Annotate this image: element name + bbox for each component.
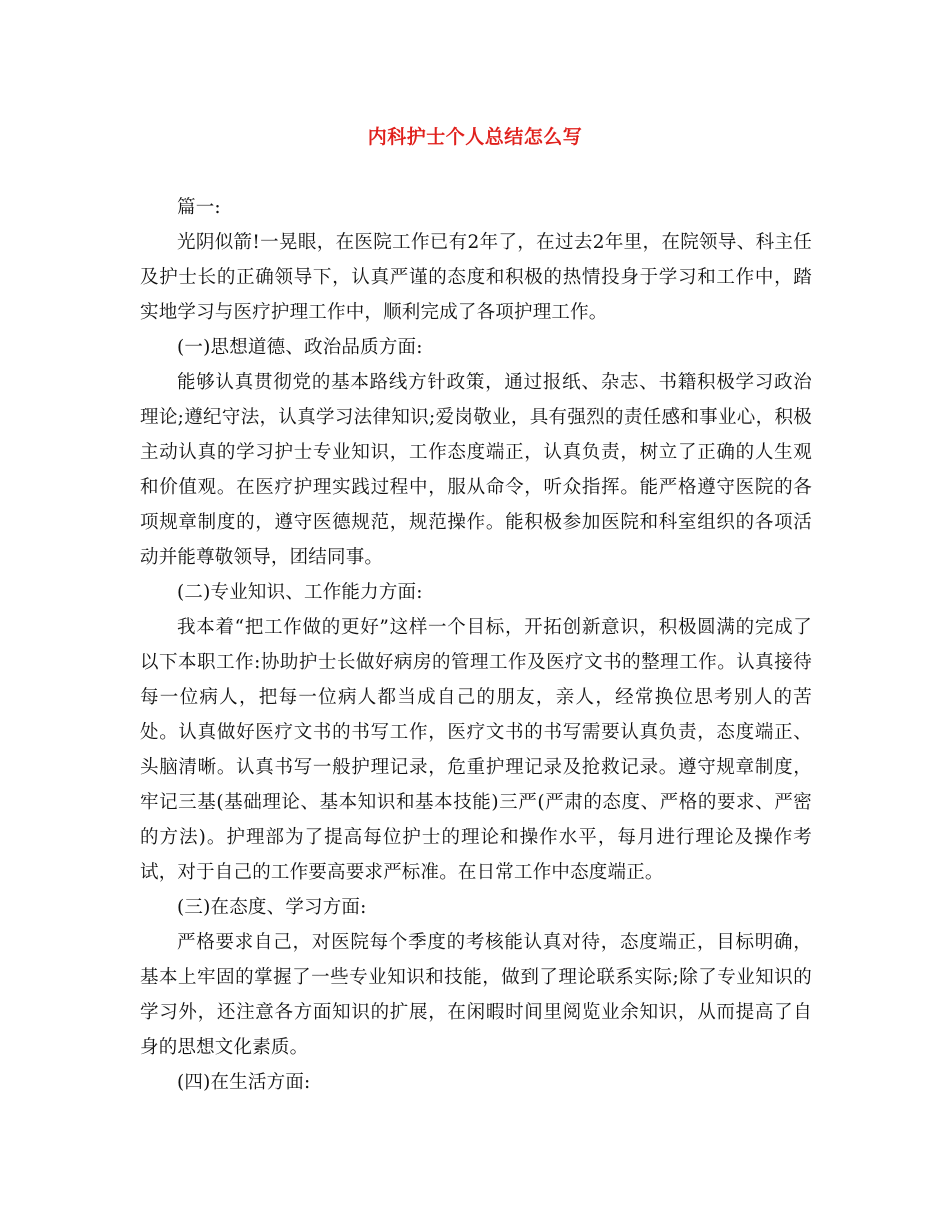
body-paragraph: 能够认真贯彻党的基本路线方针政策，通过报纸、杂志、书籍积极学习政治理论;遵纪守法，认真学习法律知识;爱岗敬业，具有强烈的责任感和事业心，积极主动认真的学习护士专业知识，工作态度端正，认真负责，树立了正确的人生观和价值观。在医疗护理实践过程中，服从命令，听众指挥。能严格遵守医院的各项规章制度的，遵守医德规范，规范操作。能积极参加医院和科室组织的各项活动并能尊敬领导，团结同事。 [140, 372, 812, 568]
section-label: 篇一: [177, 197, 221, 218]
section-heading: (二)专业知识、工作能力方面: [177, 582, 423, 603]
body-paragraph: 严格要求自己，对医院每个季度的考核能认真对待，态度端正，目标明确，基本上牢固的掌握了一些专业知识和技能，做到了理论联系实际;除了专业知识的学习外，还注意各方面知识的扩展，在闲暇时间里阅览业余知识，从而提高了自身的思想文化素质。 [140, 932, 812, 1058]
intro-paragraph: 光阴似箭!一晃眼，在医院工作已有2年了，在过去2年里，在院领导、科主任及护士长的正确领导下，认真严谨的态度和积极的热情投身于学习和工作中，踏实地学习与医疗护理工作中，顺利完成了各项护理工作。 [140, 232, 812, 323]
section-heading: (三)在态度、学习方面: [177, 897, 367, 918]
document-title: 内科护士个人总结怎么写 [367, 126, 583, 148]
document-body [140, 190, 812, 1100]
section-heading: (一)思想道德、政治品质方面: [177, 337, 423, 358]
section-heading: (四)在生活方面: [177, 1072, 311, 1093]
body-paragraph: 我本着“把工作做的更好”这样一个目标，开拓创新意识，积极圆满的完成了以下本职工作:协助护士长做好病房的管理工作及医疗文书的整理工作。认真接待每一位病人，把每一位病人都当成自己的朋友，亲人，经常换位思考别人的苦处。认真做好医疗文书的书写工作，医疗文书的书写需要认真负责，态度端正、头脑清晰。认真书写一般护理记录，危重护理记录及抢救记录。遵守规章制度，牢记三基(基础理论、基本知识和基本技能)三严(严肃的态度、严格的要求、严密的方法)。护理部为了提高每位护士的理论和操作水平，每月进行理论及操作考试，对于自己的工作要高要求严标准。在日常工作中态度端正。 [140, 617, 812, 883]
